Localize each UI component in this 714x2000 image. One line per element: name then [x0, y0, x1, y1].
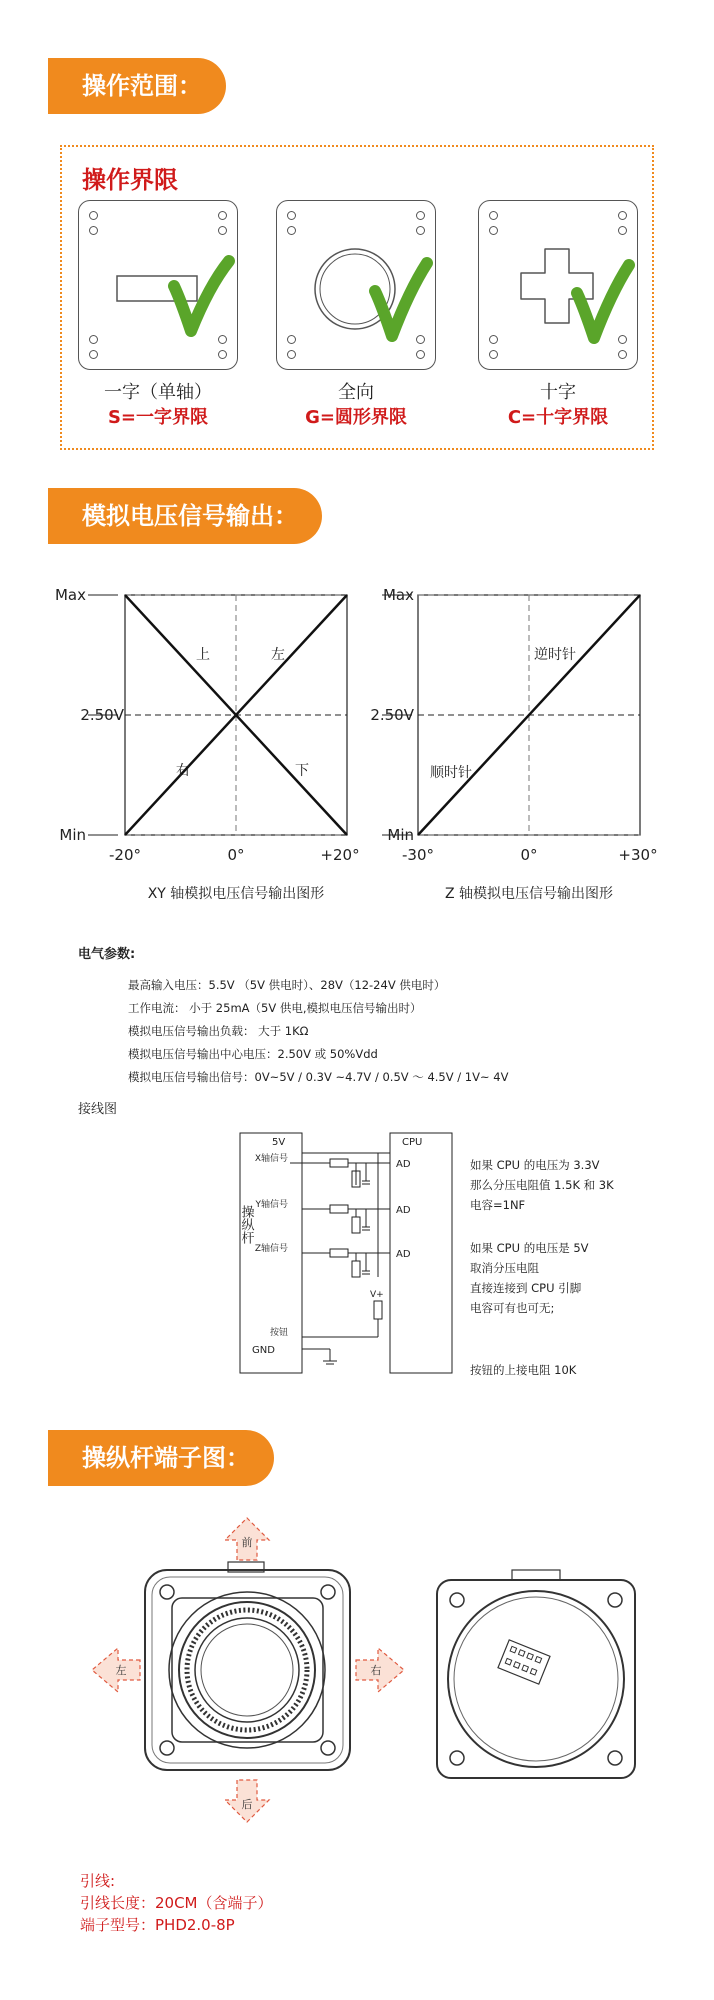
wiring-note-5: 取消分压电阻	[470, 1261, 539, 1275]
limit-code-straight: S=一字界限	[107, 407, 209, 428]
z-xtick-right: +30°	[618, 846, 658, 864]
limit-name-cross: 十字	[540, 382, 576, 403]
wiring-note-4: 如果 CPU 的电压是 5V	[470, 1241, 589, 1255]
limit-name-circle: 全向	[338, 382, 374, 403]
electrical-heading: 电气参数:	[78, 947, 136, 962]
z-chart	[382, 595, 640, 835]
z-xtick-left: -30°	[402, 846, 434, 864]
z-ytick-max: Max	[382, 586, 414, 604]
terminal-drawing	[0, 1510, 714, 1840]
lead-length: 引线长度：20CM（含端子）	[80, 1894, 273, 1912]
pin-y: Y轴信号	[255, 1200, 288, 1210]
dir-back: 后	[241, 1798, 253, 1811]
wiring-note-2: 那么分压电阻值 1.5K 和 3K	[470, 1178, 614, 1192]
param-line-4: 模拟电压信号输出中心电压：2.50V 或 50%Vdd	[128, 1047, 378, 1061]
xy-caption: XY 轴模拟电压信号输出图形	[147, 886, 325, 902]
xy-xtick-left: -20°	[109, 846, 141, 864]
voltage-charts	[0, 580, 714, 910]
ad-x: AD	[396, 1159, 411, 1170]
xy-ytick-min: Min	[59, 826, 86, 844]
z-ytick-mid: 2.50V	[370, 706, 414, 724]
cross-slot-icon	[479, 201, 639, 371]
joystick-top-view	[92, 1518, 404, 1822]
z-label-cw: 顺时针	[430, 765, 472, 781]
z-caption: Z 轴模拟电压信号输出图形	[444, 886, 614, 902]
xy-label-right: 右	[176, 763, 190, 779]
limit-code-circle: G=圆形界限	[305, 407, 407, 428]
param-line-1: 最高输入电压：5.5V （5V 供电时）、28V（12-24V 供电时）	[128, 978, 446, 992]
xy-xtick-right: +20°	[320, 846, 360, 864]
xy-xtick-mid: 0°	[227, 846, 245, 864]
section-title-analog: 模拟电压信号输出：	[48, 488, 322, 544]
cpu-label: CPU	[402, 1137, 423, 1148]
z-ytick-min: Min	[387, 826, 414, 844]
z-xtick-mid: 0°	[520, 846, 538, 864]
limit-card-circle	[276, 200, 436, 370]
wiring-note-3: 电容=1NF	[470, 1198, 526, 1212]
param-line-2: 工作电流： 小于 25mA（5V 供电,模拟电压信号输出时）	[128, 1001, 422, 1015]
param-line-3: 模拟电压信号输出负载： 大于 1KΩ	[128, 1024, 309, 1038]
xy-ytick-mid: 2.50V	[80, 706, 124, 724]
section-title-range: 操作范围：	[48, 58, 226, 114]
limits-heading: 操作界限	[82, 166, 178, 194]
lead-heading: 引线:	[80, 1872, 116, 1890]
xy-chart	[88, 595, 347, 835]
ad-y: AD	[396, 1205, 411, 1216]
limit-code-cross: C=十字界限	[507, 407, 609, 428]
limit-card-cross	[478, 200, 638, 370]
ad-z: AD	[396, 1249, 411, 1260]
pin-x: X轴信号	[254, 1154, 288, 1164]
wiring-note-8: 按钮的上接电阻 10K	[470, 1363, 577, 1377]
param-line-5: 模拟电压信号输出信号：0V~5V / 0.3V ~4.7V / 0.5V ～ 4.5V / 1V~ 4V	[128, 1070, 509, 1084]
straight-slot-icon	[79, 201, 239, 371]
pin-gnd: GND	[252, 1345, 275, 1356]
pin-btn: 按钮	[269, 1328, 288, 1338]
pin-z: Z轴信号	[254, 1244, 288, 1254]
dir-front: 前	[241, 1536, 253, 1549]
vplus-label: V+	[370, 1290, 384, 1300]
xy-label-down: 下	[295, 763, 309, 779]
dir-right: 右	[370, 1664, 382, 1677]
wiring-note-7: 电容可有也可无;	[470, 1301, 555, 1315]
joystick-bottom-view	[437, 1570, 635, 1778]
terminal-model: 端子型号：PHD2.0-8P	[80, 1916, 235, 1934]
dir-left: 左	[115, 1664, 127, 1677]
section-title-terminal: 操纵杆端子图：	[48, 1430, 274, 1486]
z-label-ccw: 逆时针	[534, 647, 576, 663]
xy-label-left: 左	[271, 647, 285, 663]
pin-5v: 5V	[272, 1137, 286, 1148]
wiring-heading: 接线图	[78, 1102, 118, 1117]
circle-slot-icon	[277, 201, 437, 371]
limit-name-straight: 一字（单轴）	[104, 382, 212, 403]
wiring-note-1: 如果 CPU 的电压为 3.3V	[470, 1158, 600, 1172]
limit-card-straight	[78, 200, 238, 370]
joystick-label: 操纵杆	[238, 1205, 254, 1244]
wiring-note-6: 直接连接到 CPU 引脚	[470, 1281, 582, 1295]
xy-label-up: 上	[196, 647, 210, 663]
wiring-diagram	[230, 1125, 460, 1385]
xy-ytick-max: Max	[54, 586, 86, 604]
